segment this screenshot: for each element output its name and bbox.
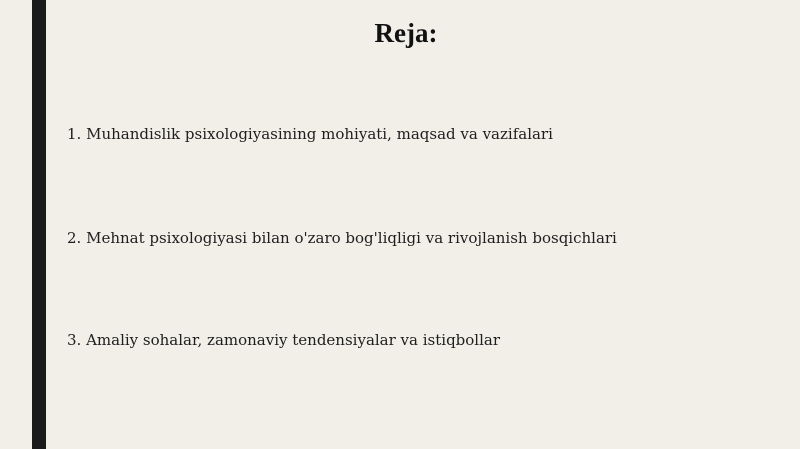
accent-bar xyxy=(32,0,46,449)
plan-item-1: 1. Muhandislik psixologiyasining mohiyati, maqsad va vazifalari xyxy=(67,125,553,143)
plan-item-3: 3. Amaliy sohalar, zamonaviy tendensiyalar va istiqbollar xyxy=(67,331,501,349)
slide-title: Reja: xyxy=(374,18,438,48)
plan-item-2: 2. Mehnat psixologiyasi bilan o'zaro bog'liqligi va rivojlanish bosqichlari xyxy=(67,229,617,247)
